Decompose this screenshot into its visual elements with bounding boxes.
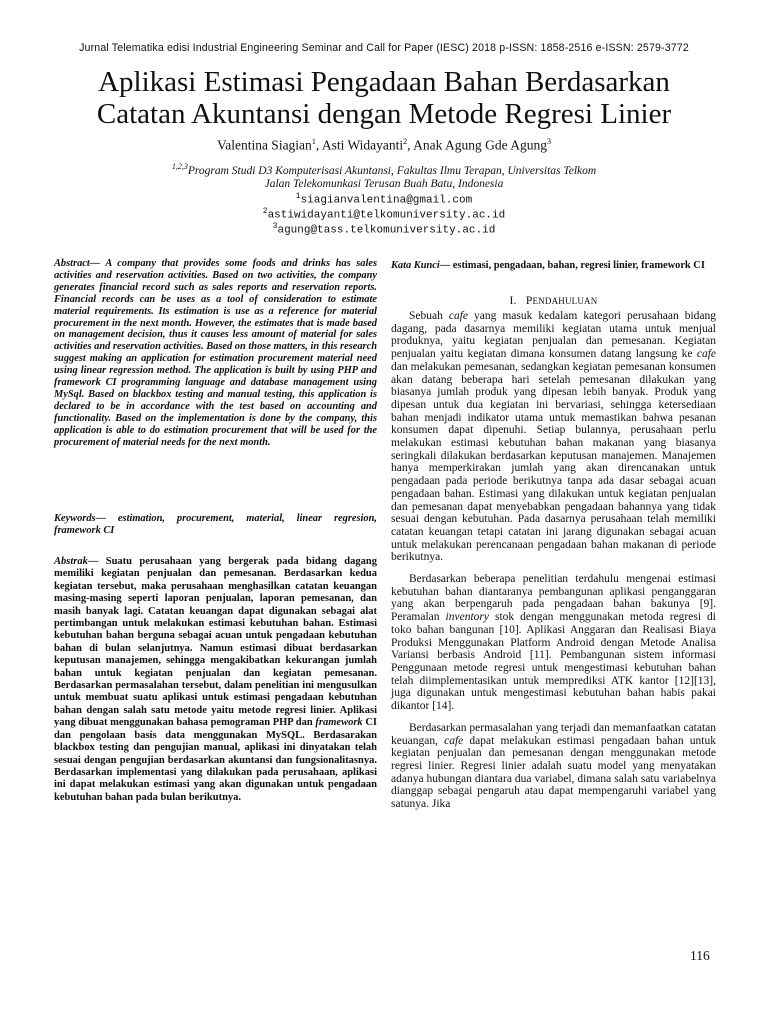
text-run: stok dengan menggunakan metoda regresi di toko bahan bangunan [10]. Aplikasi Anggaran dan Realisasi Biaya Produksi Menggunakan Platform Android dengan Metode Analisa Variansi berbasis Android [11]. Pembangunan sistem informasi Penggunaan metode regresi untuk mengestimasi kebutuhan bahan telah diimplementasikan untuk memprediksi ATK kantor [12][13], juga digunakan untuk mengestimasi kebutuhan bahan habis pakai dikantor [14]. <box>391 611 716 713</box>
text-run: Berdasarkan permasalahan yang terjadi dan memanfaatkan catatan keuangan, <box>391 721 716 747</box>
paper-title <box>40 66 728 130</box>
author-sup: 1 <box>311 137 316 146</box>
affiliation-line-2: Jalan Telekomunkasi Terusan Buah Batu, Indonesia <box>264 177 504 190</box>
abstract-english <box>54 258 377 449</box>
email-sup: 3 <box>272 222 278 231</box>
journal-header: Jurnal Telematika edisi Industrial Engineering Seminar and Call for Paper (IESC) 2018 p-ISSN: 1858-2516 e-ISSN: 2579-3772 <box>79 42 689 54</box>
section-title-initial: P <box>525 295 533 307</box>
abstract-indonesian <box>54 556 377 804</box>
email-sup: 2 <box>262 207 268 216</box>
keywords-indonesian <box>391 260 716 272</box>
abstrak-text-continued: CI dan pengolaan basis data menggunakan MySQL. Berdasarakan blackbox testing dan pengujian manual, aplikasi ini dinyatakan telah sesuai dengan pengujian berdasarkan akuntansi dan fungsionalitasnya. Berdasarkan implementasi yang dilakukan pada perusahaan, aplikasi ini dapat melakukan estimasi yang akan digunakan untuk pengadaan kebutuhan bahan pada bulan berikutnya. <box>54 717 377 803</box>
affiliation-line-1: Program Studi D3 Komputerisasi Akuntansi, Fakultas Ilmu Terapan, Universitas Telkom <box>187 164 597 177</box>
paragraph <box>391 722 716 811</box>
email-address[interactable]: siagianvalentina@gmail.com <box>300 194 473 207</box>
abstrak-text: — Suatu perusahaan yang bergerak pada bidang dagang memiliki kegiatan penjualan dan pemesanan. Berdasarkan kedua kegiatan tersebut, maka perusahaan menghasilkan catatan keuangan masing-masing seperti laporan penjualan, laporan pemesanan, dan masih banyak lagi. Catatan keuangan dapat digunakan sebagai alat pertimbangan untuk melakukan estimasi kebutuhan bahan. Estimasi kebutuhan bahan berguna sebagai acuan untuk pengadaan kebutuhan bahan di bulan selanjutnya. Namun estimasi dibuat berdasarkan keputusan manajemen, sehingga mengakibatkan kekurangan jumlah bahan untuk kegiatan penjualan dan kegiatan pemesanan. Berdasarkan permasalahan tersebut, dalam penelitian ini mengusulkan untuk membuat suatu aplikasi untuk estimasi pengadaan kebutuhan bahan dengan salah satu metode yaitu metode regresi linier. Aplikasi yang dibuat menggunakan bahasa pemograman PHP dan <box>54 556 377 729</box>
keywords-english <box>54 513 377 537</box>
affiliation-sup: 1,2,3 <box>171 162 188 171</box>
italic-term: cafe <box>444 734 464 747</box>
email-3[interactable] <box>0 222 768 237</box>
keywords-label: Keywords <box>54 513 96 524</box>
section-number: I. <box>509 295 517 307</box>
paragraph <box>391 310 716 564</box>
author-list <box>0 137 768 154</box>
abstrak-label: Abstrak <box>54 556 88 567</box>
abstrak-italic-word: framework <box>315 717 363 729</box>
abstract-text: — A company that provides some foods and drinks has sales activities and reservation activities. Based on two activities, the company generates financial record such as sales reports and reservation reports. Financial records can be uses as a tool of consideration to estimate material requirements. Its estimation is use as a reference for material procurement in the next month. However, the estimates that is made based on management decision, thus it causes less amount of material for sales activities and reservation activities. Based on those matters, in this research suggest making an application for estimation procurement material need using linear regression method. The application is built by using PHP and framework CI programming language and database management using MySql. Based on blackbox testing and manual testing, this application is declared to be in accordance with the test based on accounting and functionality. Based on the implementation is done by the company, this application is able to do estimation procurement that will be used for the procurement of material needs for the next month. <box>54 258 377 448</box>
author-name: Anak Agung Gde Agung <box>413 137 548 153</box>
text-run: Berdasarkan beberapa penelitian terdahulu mengenai estimasi kebutuhan bahan diantaranya pembangunan aplikasi penganggaran yang akan berpengaruh pada pengadaan bahan bakunya [9]. Peramalan <box>391 573 716 624</box>
email-address[interactable]: astiwidayanti@telkomuniversity.ac.id <box>267 209 506 222</box>
title-line-1: Aplikasi Estimasi Pengadaan Bahan Berdasarkan <box>98 66 670 98</box>
author-separator: , <box>407 137 414 153</box>
paragraph <box>391 573 716 713</box>
text-run: dapat melakukan estimasi pengadaan bahan untuk kegiatan penjualan dan pemesanan dengan menggunakan metode regresi linier. Regresi linier adalah suatu model yang menyatakan adanya hubungan diantara dua variabel, dimana salah satu variabelnya dianggap sebagai pengaruh atau dapat mempengaruhi variabel yang satunya. Jika <box>391 734 716 811</box>
italic-term: inventory <box>445 611 489 624</box>
kata-kunci-text: — estimasi, pengadaan, bahan, regresi linier, framework CI <box>439 260 705 271</box>
author-name: Valentina Siagian <box>216 137 312 153</box>
email-sup: 1 <box>295 192 301 201</box>
kata-kunci-label: Kata Kunci <box>391 260 440 271</box>
author-name: Asti Widayanti <box>321 137 404 153</box>
abstract-label: Abstract <box>54 258 90 269</box>
author-sup: 2 <box>403 137 408 146</box>
introduction-body <box>391 310 716 820</box>
affiliation <box>0 160 768 191</box>
italic-term: cafe <box>696 348 716 361</box>
text-run: Sebuah <box>409 310 449 322</box>
email-2[interactable] <box>0 207 768 222</box>
section-title-rest: ENDAHULUAN <box>532 296 598 306</box>
email-1[interactable] <box>0 192 768 207</box>
email-address[interactable]: agung@tass.telkomuniversity.ac.id <box>277 224 496 237</box>
page-number: 116 <box>690 948 710 963</box>
author-separator: , <box>315 137 322 153</box>
text-run: dan melakukan pemesanan, sedangkan kegiatan pemesanan konsumen akan datang beberapa hari setelah pemesanan dilakukan yang biasanya jumlah produk yang dipesan lebih banyak. Produk yang dipesan untuk dua kegiatan ini bervariasi, sehingga ketersediaan bahan menjadi indikator utama untuk memastikan bahwa pesanan konsumen dapat dipenuhi. Setiap bulannya, perusahaan perlu melakukan estimasi kebutuhan bahan makanan yang biasanya seringkali dilakukan berdasarkan keputusan manajemen. Manajemen hanya memperkirakan jumlah yang akan direncanakan untuk pengadaan pada periode berikutnya tanpa ada dasar sebagai acuan pengadaan bahan. Estimasi yang dilakukan untuk kegiatan penjualan dan pemesanan dapat menyebabkan pengadaan bahannya yang tidak sesuai dengan kebutuhan. Pada dasarnya perusahaan telah memiliki catatan keuangan tetapi catatan ini jarang digunakan sebagai acuan untuk melakukan perencanaan pengadaan bahan makanan di periode berikutnya. <box>391 360 716 564</box>
title-line-2: Catatan Akuntansi dengan Metode Regresi Linier <box>96 98 672 130</box>
section-heading-introduction <box>391 295 716 307</box>
italic-term: cafe <box>448 310 469 322</box>
text-run: yang masuk kedalam kategori perusahaan bidang dagang, pada dasarnya memiliki kegiatan utama untuk menjual produknya, yaitu kegiatan penjualan dan pemesanan. Kegiatan penjualan yaitu kegiatan dimana konsumen datang langsung ke <box>391 310 717 361</box>
keywords-text: — estimation, procurement, material, linear regresion, framework CI <box>54 513 377 536</box>
author-sup: 3 <box>547 137 552 146</box>
